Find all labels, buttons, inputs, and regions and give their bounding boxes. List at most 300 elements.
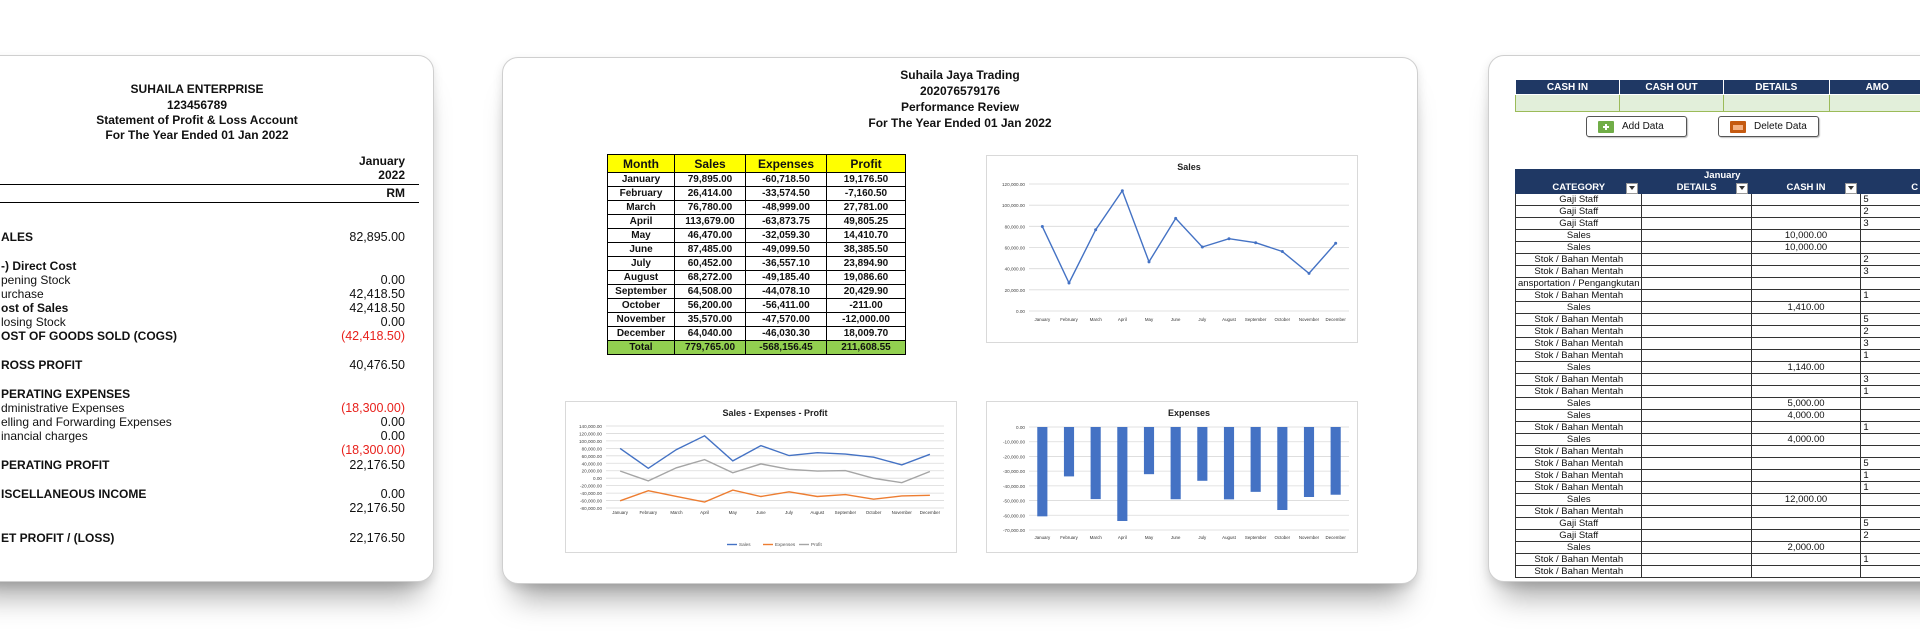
table-cell[interactable]: 4,000.00 [1751, 434, 1861, 446]
table-cell[interactable]: 5 [1861, 314, 1920, 326]
pl-row-value: 42,418.50 [349, 301, 405, 315]
column-header-details-label: DETAILS [1676, 182, 1717, 193]
table-cell[interactable] [1751, 482, 1861, 494]
table-cell: September [608, 285, 675, 299]
table-cell: 76,780.00 [675, 201, 746, 215]
filter-dropdown-icon[interactable] [1736, 183, 1748, 194]
table-cell[interactable]: 2,000.00 [1751, 542, 1861, 554]
table-cell[interactable] [1751, 446, 1861, 458]
table-row[interactable] [1516, 218, 1920, 230]
pl-row-label: elling and Forwarding Expenses [1, 415, 172, 429]
table-cell[interactable]: Stok / Bahan Mentah [1516, 422, 1642, 434]
entry-amount-input[interactable] [1829, 95, 1920, 112]
legend-label: Sales [739, 542, 751, 547]
table-cell: 60,452.00 [675, 257, 746, 271]
table-cell[interactable]: Stok / Bahan Mentah [1516, 566, 1642, 578]
table-cell[interactable]: 1,410.00 [1751, 302, 1861, 314]
table-cell[interactable] [1751, 338, 1861, 350]
x-tick-label: January [1034, 317, 1051, 322]
table-cell[interactable]: 1 [1861, 386, 1920, 398]
table-cell[interactable]: Stok / Bahan Mentah [1516, 386, 1642, 398]
perf-header-month: Month [608, 155, 675, 173]
table-cell[interactable]: Sales [1516, 230, 1642, 242]
table-cell[interactable]: 3 [1861, 338, 1920, 350]
table-row[interactable] [1516, 410, 1920, 422]
table-cell[interactable]: 4,000.00 [1751, 410, 1861, 422]
table-cell[interactable] [1751, 218, 1861, 230]
table-cell[interactable]: 2 [1861, 326, 1920, 338]
x-tick-label: December [1325, 317, 1346, 322]
table-cell: 26,414.00 [675, 187, 746, 201]
add-data-label: Add Data [1622, 121, 1664, 132]
table-cell: -36,557.10 [746, 257, 827, 271]
y-tick-label: -20,000.00 [1003, 454, 1025, 460]
table-cell[interactable]: 1 [1861, 290, 1920, 302]
table-cell: April [608, 215, 675, 229]
x-tick-label: November [891, 510, 912, 515]
table-cell[interactable]: 1 [1861, 422, 1920, 434]
x-tick-label: June [756, 510, 766, 515]
table-cell[interactable]: Stok / Bahan Mentah [1516, 326, 1642, 338]
x-tick-label: February [1060, 317, 1078, 322]
table-cell[interactable] [1642, 398, 1751, 410]
table-row[interactable] [1516, 194, 1920, 206]
cash-entry-form [1515, 79, 1920, 112]
x-tick-label: October [865, 510, 882, 515]
table-cell[interactable] [1861, 242, 1920, 254]
y-tick-label: 20,000.00 [1004, 287, 1025, 293]
table-cell[interactable] [1642, 542, 1751, 554]
table-cell: March [608, 201, 675, 215]
table-cell[interactable] [1861, 434, 1920, 446]
table-cell[interactable]: 3 [1861, 218, 1920, 230]
column-header-details [1642, 182, 1751, 194]
table-cell: June [608, 243, 675, 257]
table-cell[interactable] [1751, 530, 1861, 542]
table-cell[interactable]: 2 [1861, 254, 1920, 266]
x-tick-label: January [1034, 535, 1051, 540]
total-cell: -568,156.45 [746, 341, 827, 355]
table-cell[interactable]: Stok / Bahan Mentah [1516, 458, 1642, 470]
entry-cash-in-input[interactable] [1516, 95, 1620, 112]
pl-row-label: ost of Sales [1, 301, 69, 315]
table-row[interactable] [1516, 230, 1920, 242]
table-row[interactable] [1516, 542, 1920, 554]
table-cell: 113,679.00 [675, 215, 746, 229]
data-point [1068, 282, 1071, 285]
x-tick-label: March [670, 510, 683, 515]
table-cell[interactable]: 2 [1861, 530, 1920, 542]
bar [1197, 427, 1207, 481]
table-cell[interactable] [1642, 290, 1751, 302]
table-cell[interactable] [1642, 194, 1751, 206]
pl-company: SUHAILA ENTERPRISE [130, 82, 264, 96]
table-cell[interactable]: Sales [1516, 362, 1642, 374]
table-cell[interactable]: 3 [1861, 266, 1920, 278]
table-cell[interactable] [1642, 314, 1751, 326]
table-cell[interactable] [1642, 446, 1751, 458]
table-cell: 23,894.90 [827, 257, 906, 271]
x-tick-label: November [1298, 317, 1320, 322]
data-point [1334, 242, 1337, 245]
table-cell[interactable] [1642, 362, 1751, 374]
x-tick-label: May [1144, 317, 1154, 322]
table-row[interactable] [1516, 506, 1920, 518]
table-cell[interactable] [1642, 410, 1751, 422]
entry-header-cash-out: CASH OUT [1619, 80, 1723, 95]
table-cell[interactable] [1861, 278, 1920, 290]
table-cell[interactable] [1861, 542, 1920, 554]
y-tick-label: 20,000.00 [581, 468, 602, 474]
table-row [608, 257, 906, 271]
table-cell[interactable] [1751, 194, 1861, 206]
perf-title: Performance Review [900, 100, 1020, 114]
table-cell[interactable]: 5 [1861, 518, 1920, 530]
perf-reg-number: 202076579176 [919, 84, 1001, 98]
table-cell[interactable]: 1 [1861, 470, 1920, 482]
y-tick-label: 140,000.00 [579, 424, 602, 429]
table-cell[interactable] [1642, 386, 1751, 398]
table-cell[interactable] [1642, 494, 1751, 506]
table-row[interactable] [1516, 470, 1920, 482]
column-header-cash-in [1751, 182, 1861, 194]
bar [1277, 427, 1287, 510]
x-tick-label: January [612, 510, 628, 515]
table-cell[interactable] [1751, 518, 1861, 530]
pl-row-value: 42,418.50 [349, 287, 405, 301]
table-cell[interactable]: ansportation / Pengangkutan [1516, 278, 1642, 290]
table-cell[interactable]: 5 [1861, 194, 1920, 206]
data-point [1201, 246, 1204, 249]
table-cell[interactable] [1861, 494, 1920, 506]
y-tick-label: 80,000.00 [581, 446, 602, 452]
table-cell[interactable] [1751, 458, 1861, 470]
table-cell: December [608, 327, 675, 341]
table-row [608, 201, 906, 215]
table-row [608, 313, 906, 327]
table-row[interactable] [1516, 386, 1920, 398]
table-cell[interactable]: 5,000.00 [1751, 398, 1861, 410]
table-cell[interactable]: Sales [1516, 302, 1642, 314]
table-cell: -60,718.50 [746, 173, 827, 187]
entry-header-cash-in: CASH IN [1516, 80, 1620, 95]
x-tick-label: October [1274, 535, 1291, 540]
table-cell[interactable] [1642, 230, 1751, 242]
x-tick-label: June [1170, 317, 1181, 322]
table-cell[interactable] [1642, 530, 1751, 542]
table-cell: 19,086.60 [827, 271, 906, 285]
bar [1144, 427, 1154, 474]
table-cell[interactable] [1861, 566, 1920, 578]
table-cell[interactable] [1751, 566, 1861, 578]
table-cell: 64,040.00 [675, 327, 746, 341]
pl-row-label: ROSS PROFIT [1, 358, 83, 372]
pl-row-value: (42,418.50) [341, 329, 405, 343]
table-cell[interactable] [1751, 470, 1861, 482]
table-cell[interactable]: Sales [1516, 542, 1642, 554]
table-cell[interactable] [1751, 206, 1861, 218]
column-header-cash-out [1861, 182, 1920, 194]
perf-period: For The Year Ended 01 Jan 2022 [868, 116, 1052, 130]
entry-details-input[interactable] [1723, 95, 1829, 112]
table-row[interactable] [1516, 374, 1920, 386]
pl-row-value: 0.00 [380, 273, 405, 287]
table-cell[interactable]: Stok / Bahan Mentah [1516, 446, 1642, 458]
table-row[interactable] [1516, 482, 1920, 494]
table-row[interactable] [1516, 434, 1920, 446]
table-cell[interactable] [1642, 350, 1751, 362]
table-cell[interactable]: Stok / Bahan Mentah [1516, 482, 1642, 494]
pl-row-label: PERATING EXPENSES [1, 387, 131, 401]
table-cell[interactable] [1751, 326, 1861, 338]
table-cell[interactable] [1751, 254, 1861, 266]
table-row[interactable] [1516, 350, 1920, 362]
table-cell[interactable]: Sales [1516, 494, 1642, 506]
table-cell[interactable] [1861, 506, 1920, 518]
table-cell: 87,485.00 [675, 243, 746, 257]
y-tick-label: 120,000.00 [579, 431, 602, 437]
y-tick-label: 40,000.00 [1004, 266, 1025, 272]
pl-row-value: 22,176.50 [349, 501, 405, 515]
table-row [608, 173, 906, 187]
data-point [1174, 217, 1177, 220]
chart-title: Expenses [1167, 408, 1211, 418]
y-tick-label: 60,000.00 [581, 453, 602, 459]
table-cell[interactable]: Stok / Bahan Mentah [1516, 314, 1642, 326]
table-cell[interactable]: 1 [1861, 482, 1920, 494]
y-tick-label: 0.00 [1016, 309, 1025, 314]
table-row[interactable] [1516, 518, 1920, 530]
x-tick-label: April [1117, 317, 1127, 322]
table-cell[interactable]: 1 [1861, 554, 1920, 566]
y-tick-label: 80,000.00 [1004, 224, 1025, 230]
table-cell[interactable] [1642, 254, 1751, 266]
table-row[interactable] [1516, 206, 1920, 218]
add-data-button[interactable] [1586, 116, 1687, 137]
table-row[interactable] [1516, 302, 1920, 314]
table-cell: -12,000.00 [827, 313, 906, 327]
table-cell[interactable] [1642, 302, 1751, 314]
pl-col-year: 2022 [378, 168, 405, 182]
table-cell[interactable] [1861, 230, 1920, 242]
y-tick-label: 120,000.00 [1002, 182, 1025, 187]
table-row[interactable] [1516, 290, 1920, 302]
pl-period: For The Year Ended 01 Jan 2022 [105, 128, 289, 142]
table-cell[interactable] [1861, 302, 1920, 314]
table-cell[interactable]: Gaji Staff [1516, 206, 1642, 218]
table-cell[interactable] [1861, 398, 1920, 410]
table-row [608, 187, 906, 201]
table-cell[interactable]: 10,000.00 [1751, 242, 1861, 254]
table-row[interactable] [1516, 278, 1920, 290]
y-tick-label: 0.00 [593, 476, 602, 482]
filter-dropdown-icon[interactable] [1845, 183, 1857, 194]
table-cell[interactable]: Sales [1516, 434, 1642, 446]
cash-book-sheet [1488, 55, 1920, 582]
y-tick-label: -80,000.00 [580, 506, 602, 511]
table-cell[interactable] [1642, 470, 1751, 482]
table-cell[interactable]: 3 [1861, 374, 1920, 386]
table-row[interactable] [1516, 446, 1920, 458]
table-row [608, 271, 906, 285]
table-cell[interactable] [1642, 338, 1751, 350]
table-cell: October [608, 299, 675, 313]
table-cell[interactable] [1751, 266, 1861, 278]
legend-label: Profit [811, 542, 822, 547]
perf-header-profit: Profit [827, 155, 906, 173]
table-cell: 18,009.70 [827, 327, 906, 341]
table-cell[interactable]: 2 [1861, 206, 1920, 218]
total-cell: Total [608, 341, 675, 355]
x-tick-label: February [1060, 535, 1078, 540]
table-row[interactable] [1516, 338, 1920, 350]
table-cell: 64,508.00 [675, 285, 746, 299]
table-cell[interactable]: Sales [1516, 242, 1642, 254]
table-row[interactable] [1516, 554, 1920, 566]
table-cell[interactable]: Stok / Bahan Mentah [1516, 290, 1642, 302]
pl-row-value: (18,300.00) [341, 443, 405, 457]
filter-dropdown-icon[interactable] [1626, 183, 1638, 194]
table-row[interactable] [1516, 266, 1920, 278]
pl-row-label: inancial charges [1, 429, 88, 443]
table-row[interactable] [1516, 530, 1920, 542]
table-cell[interactable] [1642, 374, 1751, 386]
table-cell[interactable]: 12,000.00 [1751, 494, 1861, 506]
table-cell: -49,099.50 [746, 243, 827, 257]
table-cell[interactable]: 5 [1861, 458, 1920, 470]
table-cell[interactable]: Stok / Bahan Mentah [1516, 374, 1642, 386]
table-cell[interactable] [1642, 458, 1751, 470]
y-tick-label: -60,000.00 [1003, 513, 1025, 519]
profit-loss-sheet [0, 55, 434, 582]
expenses-chart[interactable] [986, 401, 1358, 553]
table-cell[interactable] [1751, 290, 1861, 302]
table-cell: July [608, 257, 675, 271]
table-cell[interactable] [1751, 314, 1861, 326]
x-tick-label: February [639, 510, 658, 515]
table-cell[interactable] [1861, 446, 1920, 458]
entry-header-details: DETAILS [1723, 80, 1829, 95]
table-cell[interactable] [1861, 410, 1920, 422]
table-cell[interactable] [1751, 278, 1861, 290]
x-tick-label: March [1089, 535, 1102, 540]
table-cell: -33,574.50 [746, 187, 827, 201]
table-cell[interactable]: Stok / Bahan Mentah [1516, 506, 1642, 518]
table-row[interactable] [1516, 566, 1920, 578]
table-cell[interactable] [1751, 506, 1861, 518]
total-cell: 211,608.55 [827, 341, 906, 355]
pl-row-label: ISCELLANEOUS INCOME [1, 487, 147, 501]
table-cell[interactable] [1861, 362, 1920, 374]
pl-row-label: ALES [1, 230, 34, 244]
bar [1037, 427, 1047, 516]
bar [1117, 427, 1127, 521]
table-cell[interactable] [1642, 554, 1751, 566]
table-row[interactable] [1516, 422, 1920, 434]
table-cell[interactable]: Gaji Staff [1516, 194, 1642, 206]
column-header-category-label: CATEGORY [1552, 182, 1606, 193]
table-cell[interactable] [1642, 206, 1751, 218]
table-row[interactable] [1516, 362, 1920, 374]
x-tick-label: April [1117, 535, 1127, 540]
x-tick-label: August [1222, 535, 1236, 540]
bar [1224, 427, 1234, 499]
table-cell[interactable] [1642, 242, 1751, 254]
table-row[interactable] [1516, 494, 1920, 506]
table-row[interactable] [1516, 254, 1920, 266]
table-row[interactable] [1516, 314, 1920, 326]
table-cell[interactable]: Gaji Staff [1516, 518, 1642, 530]
table-cell[interactable] [1642, 218, 1751, 230]
table-cell[interactable]: Stok / Bahan Mentah [1516, 470, 1642, 482]
table-cell[interactable]: 10,000.00 [1751, 230, 1861, 242]
x-tick-label: June [1170, 535, 1181, 540]
table-cell[interactable] [1751, 386, 1861, 398]
table-row[interactable] [1516, 458, 1920, 470]
table-cell[interactable] [1751, 350, 1861, 362]
y-tick-label: -60,000.00 [580, 498, 602, 504]
table-row[interactable] [1516, 242, 1920, 254]
table-cell: February [608, 187, 675, 201]
delete-data-icon [1730, 121, 1746, 133]
table-cell[interactable]: Stok / Bahan Mentah [1516, 266, 1642, 278]
table-cell[interactable]: Stok / Bahan Mentah [1516, 554, 1642, 566]
pl-row-label: ET PROFIT / (LOSS) [1, 531, 115, 545]
bar [1091, 427, 1101, 499]
table-cell[interactable] [1751, 554, 1861, 566]
x-tick-label: November [1298, 535, 1320, 540]
table-cell[interactable]: Stok / Bahan Mentah [1516, 254, 1642, 266]
table-cell[interactable] [1642, 434, 1751, 446]
entry-cash-out-input[interactable] [1619, 95, 1723, 112]
x-tick-label: August [1222, 317, 1236, 322]
data-point [1254, 241, 1257, 244]
data-point [1094, 228, 1097, 231]
table-cell[interactable] [1642, 266, 1751, 278]
bar [1251, 427, 1261, 492]
table-cell[interactable]: Sales [1516, 410, 1642, 422]
table-cell[interactable] [1642, 326, 1751, 338]
table-cell[interactable] [1642, 278, 1751, 290]
table-cell: 46,470.00 [675, 229, 746, 243]
table-cell[interactable]: 1,140.00 [1751, 362, 1861, 374]
table-cell[interactable]: Gaji Staff [1516, 218, 1642, 230]
table-cell[interactable] [1642, 422, 1751, 434]
sales-chart[interactable] [986, 155, 1358, 343]
table-cell[interactable] [1642, 482, 1751, 494]
table-row[interactable] [1516, 326, 1920, 338]
table-cell[interactable]: Gaji Staff [1516, 530, 1642, 542]
table-cell[interactable]: Stok / Bahan Mentah [1516, 350, 1642, 362]
y-tick-label: -30,000.00 [1003, 469, 1025, 475]
sales-expenses-profit-chart[interactable] [565, 401, 957, 553]
table-cell[interactable] [1642, 506, 1751, 518]
table-cell[interactable] [1642, 518, 1751, 530]
table-cell[interactable]: Sales [1516, 398, 1642, 410]
table-cell[interactable] [1751, 374, 1861, 386]
column-header-cash-out-label: C [1911, 182, 1919, 193]
table-row[interactable] [1516, 398, 1920, 410]
y-tick-label: 100,000.00 [579, 438, 602, 444]
table-cell[interactable]: 1 [1861, 350, 1920, 362]
delete-data-button[interactable] [1718, 116, 1819, 137]
table-cell[interactable]: Stok / Bahan Mentah [1516, 338, 1642, 350]
pl-row-label: losing Stock [1, 315, 66, 329]
table-cell[interactable] [1751, 422, 1861, 434]
table-cell[interactable] [1642, 566, 1751, 578]
performance-table [607, 154, 906, 355]
data-point [1308, 272, 1311, 275]
